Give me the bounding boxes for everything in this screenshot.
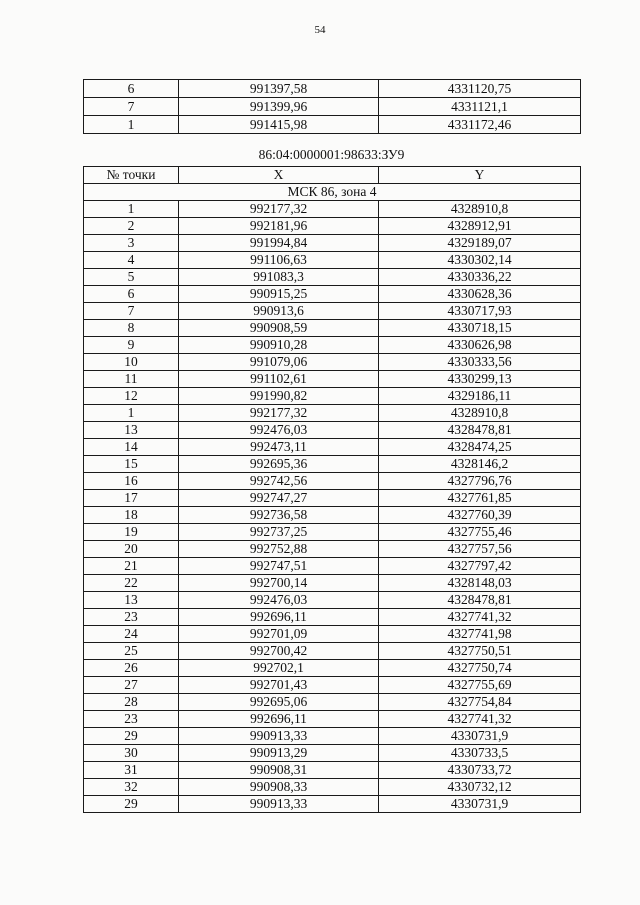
point-number-cell: 1 (84, 201, 179, 218)
y-coordinate-cell: 4327750,74 (379, 660, 581, 677)
table-row (84, 354, 581, 371)
table-row (84, 218, 581, 235)
table-row (84, 439, 581, 456)
table-row (84, 235, 581, 252)
x-coordinate-cell: 992752,88 (179, 541, 379, 558)
x-coordinate-cell: 992747,51 (179, 558, 379, 575)
point-number-cell: 24 (84, 626, 179, 643)
table-row (84, 796, 581, 813)
point-number-cell: 23 (84, 711, 179, 728)
table-header (84, 167, 581, 201)
y-coordinate-cell: 4327754,84 (379, 694, 581, 711)
table-row (84, 303, 581, 320)
table-row (84, 490, 581, 507)
x-coordinate-cell: 990910,28 (179, 337, 379, 354)
x-coordinate-cell: 992473,11 (179, 439, 379, 456)
top-coordinates-table (83, 79, 581, 134)
point-number-cell: 1 (84, 116, 179, 134)
x-coordinate-cell: 992695,06 (179, 694, 379, 711)
x-coordinate-cell: 991994,84 (179, 235, 379, 252)
point-number-cell: 23 (84, 609, 179, 626)
y-coordinate-cell: 4330732,12 (379, 779, 581, 796)
y-coordinate-cell: 4330731,9 (379, 796, 581, 813)
x-coordinate-cell: 992702,1 (179, 660, 379, 677)
table-row (84, 320, 581, 337)
table-row (84, 388, 581, 405)
y-coordinate-cell: 4328910,8 (379, 405, 581, 422)
x-coordinate-cell: 992737,25 (179, 524, 379, 541)
y-coordinate-cell: 4328478,81 (379, 592, 581, 609)
point-number-cell: 15 (84, 456, 179, 473)
table-row (84, 609, 581, 626)
x-coordinate-cell: 992747,27 (179, 490, 379, 507)
table-row (84, 286, 581, 303)
x-coordinate-cell: 992700,42 (179, 643, 379, 660)
y-coordinate-cell: 4328148,03 (379, 575, 581, 592)
table-row (84, 575, 581, 592)
y-coordinate-cell: 4330333,56 (379, 354, 581, 371)
top-table-body (84, 80, 581, 134)
table-row (84, 694, 581, 711)
table-row (84, 728, 581, 745)
point-number-cell: 25 (84, 643, 179, 660)
table-row (84, 473, 581, 490)
x-coordinate-cell: 990913,33 (179, 796, 379, 813)
x-coordinate-cell: 990908,31 (179, 762, 379, 779)
y-coordinate-cell: 4330628,36 (379, 286, 581, 303)
table-row (84, 558, 581, 575)
x-coordinate-cell: 992177,32 (179, 405, 379, 422)
point-number-cell: 11 (84, 371, 179, 388)
y-coordinate-cell: 4330336,22 (379, 269, 581, 286)
y-coordinate-cell: 4330733,72 (379, 762, 581, 779)
coordinate-system-zone: МСК 86, зона 4 (84, 184, 581, 201)
y-coordinate-cell: 4330626,98 (379, 337, 581, 354)
x-coordinate-cell: 992476,03 (179, 422, 379, 439)
x-coordinate-cell: 990913,29 (179, 745, 379, 762)
point-number-cell: 20 (84, 541, 179, 558)
y-coordinate-cell: 4328910,8 (379, 201, 581, 218)
point-number-cell: 12 (84, 388, 179, 405)
header-row (84, 167, 581, 184)
table-row (84, 252, 581, 269)
x-coordinate-cell: 991397,58 (179, 80, 379, 98)
y-coordinate-cell: 4331121,1 (379, 98, 581, 116)
table-row (84, 269, 581, 286)
x-coordinate-cell: 990913,6 (179, 303, 379, 320)
page-number: 54 (314, 24, 326, 36)
table-row (84, 779, 581, 796)
x-coordinate-cell: 991102,61 (179, 371, 379, 388)
table-row (84, 371, 581, 388)
point-number-cell: 21 (84, 558, 179, 575)
table-row (84, 711, 581, 728)
table-row (84, 337, 581, 354)
table-row (84, 201, 581, 218)
y-coordinate-cell: 4330733,5 (379, 745, 581, 762)
point-number-cell: 1 (84, 405, 179, 422)
table-row (84, 745, 581, 762)
y-coordinate-cell: 4327741,32 (379, 711, 581, 728)
point-number-cell: 10 (84, 354, 179, 371)
point-number-cell: 18 (84, 507, 179, 524)
y-coordinate-cell: 4330717,93 (379, 303, 581, 320)
x-coordinate-cell: 991079,06 (179, 354, 379, 371)
point-number-cell: 7 (84, 98, 179, 116)
x-coordinate-cell: 992181,96 (179, 218, 379, 235)
header-x: X (179, 167, 379, 184)
point-number-cell: 2 (84, 218, 179, 235)
top-table-row (84, 80, 581, 98)
table-row (84, 677, 581, 694)
table-row (84, 762, 581, 779)
point-number-cell: 19 (84, 524, 179, 541)
x-coordinate-cell: 991106,63 (179, 252, 379, 269)
x-coordinate-cell: 990908,59 (179, 320, 379, 337)
point-number-cell: 7 (84, 303, 179, 320)
y-coordinate-cell: 4327755,69 (379, 677, 581, 694)
table-row (84, 405, 581, 422)
point-number-cell: 32 (84, 779, 179, 796)
y-coordinate-cell: 4328912,91 (379, 218, 581, 235)
y-coordinate-cell: 4327757,56 (379, 541, 581, 558)
point-number-cell: 22 (84, 575, 179, 592)
point-number-cell: 27 (84, 677, 179, 694)
y-coordinate-cell: 4327796,76 (379, 473, 581, 490)
y-coordinate-cell: 4329189,07 (379, 235, 581, 252)
y-coordinate-cell: 4327761,85 (379, 490, 581, 507)
table-row (84, 660, 581, 677)
y-coordinate-cell: 4327760,39 (379, 507, 581, 524)
coordinates-table (83, 166, 581, 813)
header-point-number: № точки (84, 167, 179, 184)
point-number-cell: 4 (84, 252, 179, 269)
table-row (84, 643, 581, 660)
x-coordinate-cell: 990908,33 (179, 779, 379, 796)
y-coordinate-cell: 4331172,46 (379, 116, 581, 134)
y-coordinate-cell: 4327741,98 (379, 626, 581, 643)
x-coordinate-cell: 992177,32 (179, 201, 379, 218)
point-number-cell: 30 (84, 745, 179, 762)
header-y: Y (379, 167, 581, 184)
point-number-cell: 13 (84, 592, 179, 609)
y-coordinate-cell: 4328146,2 (379, 456, 581, 473)
y-coordinate-cell: 4327755,46 (379, 524, 581, 541)
x-coordinate-cell: 992701,09 (179, 626, 379, 643)
point-number-cell: 14 (84, 439, 179, 456)
x-coordinate-cell: 990913,33 (179, 728, 379, 745)
table-row (84, 456, 581, 473)
y-coordinate-cell: 4330718,15 (379, 320, 581, 337)
point-number-cell: 8 (84, 320, 179, 337)
x-coordinate-cell: 992696,11 (179, 711, 379, 728)
section-title: 86:04:0000001:98633:ЗУ9 (258, 147, 405, 162)
point-number-cell: 31 (84, 762, 179, 779)
x-coordinate-cell: 992742,56 (179, 473, 379, 490)
point-number-cell: 29 (84, 728, 179, 745)
zone-row (84, 184, 581, 201)
x-coordinate-cell: 992695,36 (179, 456, 379, 473)
x-coordinate-cell: 992736,58 (179, 507, 379, 524)
y-coordinate-cell: 4327741,32 (379, 609, 581, 626)
point-number-cell: 26 (84, 660, 179, 677)
point-number-cell: 13 (84, 422, 179, 439)
point-number-cell: 3 (84, 235, 179, 252)
y-coordinate-cell: 4330299,13 (379, 371, 581, 388)
table-body (84, 201, 581, 813)
y-coordinate-cell: 4328478,81 (379, 422, 581, 439)
point-number-cell: 6 (84, 286, 179, 303)
table-row (84, 626, 581, 643)
y-coordinate-cell: 4331120,75 (379, 80, 581, 98)
x-coordinate-cell: 991990,82 (179, 388, 379, 405)
point-number-cell: 6 (84, 80, 179, 98)
point-number-cell: 9 (84, 337, 179, 354)
x-coordinate-cell: 992700,14 (179, 575, 379, 592)
y-coordinate-cell: 4330731,9 (379, 728, 581, 745)
table-row (84, 592, 581, 609)
point-number-cell: 17 (84, 490, 179, 507)
x-coordinate-cell: 992701,43 (179, 677, 379, 694)
x-coordinate-cell: 991415,98 (179, 116, 379, 134)
point-number-cell: 28 (84, 694, 179, 711)
y-coordinate-cell: 4328474,25 (379, 439, 581, 456)
point-number-cell: 5 (84, 269, 179, 286)
point-number-cell: 29 (84, 796, 179, 813)
x-coordinate-cell: 990915,25 (179, 286, 379, 303)
x-coordinate-cell: 991399,96 (179, 98, 379, 116)
table-row (84, 541, 581, 558)
point-number-cell: 16 (84, 473, 179, 490)
top-table-row (84, 98, 581, 116)
x-coordinate-cell: 992696,11 (179, 609, 379, 626)
y-coordinate-cell: 4330302,14 (379, 252, 581, 269)
x-coordinate-cell: 991083,3 (179, 269, 379, 286)
table-row (84, 507, 581, 524)
x-coordinate-cell: 992476,03 (179, 592, 379, 609)
table-row (84, 524, 581, 541)
table-row (84, 422, 581, 439)
top-table-row (84, 116, 581, 134)
y-coordinate-cell: 4329186,11 (379, 388, 581, 405)
y-coordinate-cell: 4327750,51 (379, 643, 581, 660)
y-coordinate-cell: 4327797,42 (379, 558, 581, 575)
